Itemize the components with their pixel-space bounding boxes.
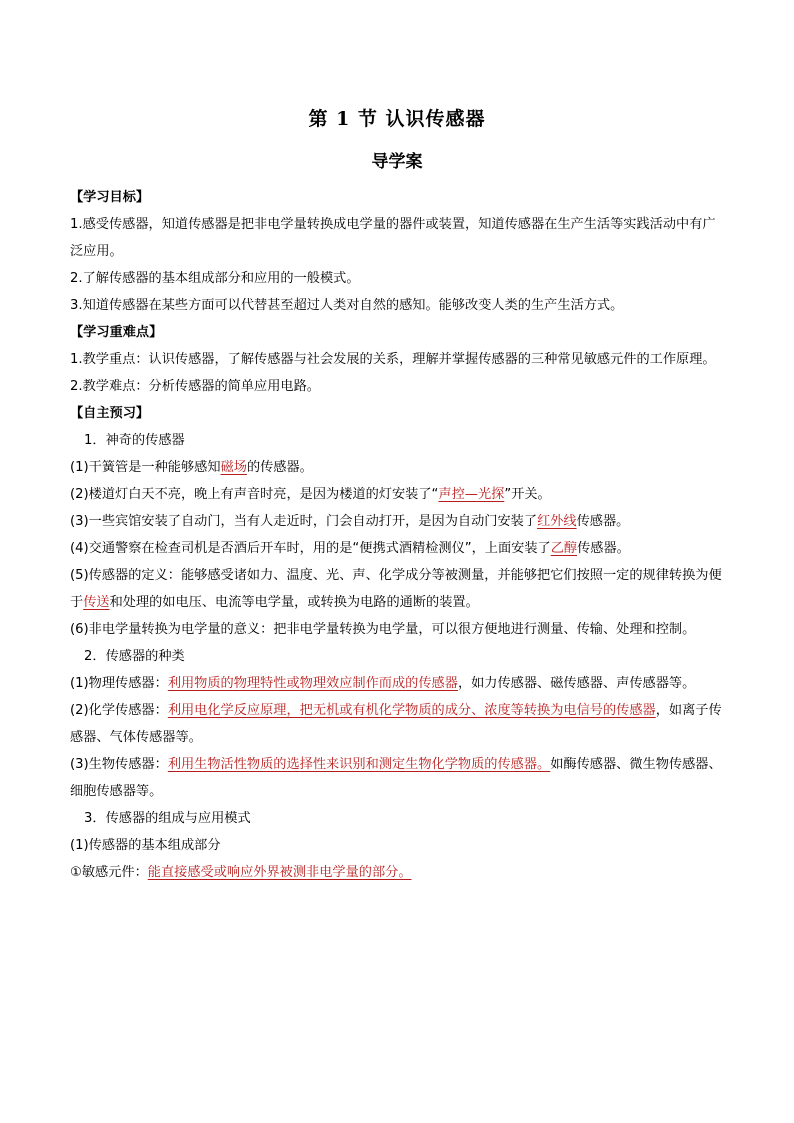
answer-text: 利用电化学反应原理，把无机或有机化学物质的成分、浓度等转换为电信号的传感器	[167, 703, 656, 718]
answer-text: 红外线	[537, 514, 577, 529]
answer-text: 利用生物活性物质的选择性来识别和测定生物化学物质的传感器。	[167, 757, 551, 772]
keypoint-item: 1.教学重点：认识传感器，了解传感器与社会发展的关系，理解并掌握传感器的三种常见敏感元件的工作原理。	[70, 352, 716, 367]
preview-line: ①敏感元件：能直接感受或响应外界被测非电学量的部分。	[70, 865, 412, 880]
subsection-heading: 3．传感器的组成与应用模式	[84, 811, 251, 826]
page-title: 第 1 节 认识传感器	[308, 108, 486, 130]
preview-line: (3)生物传感器：利用生物活性物质的选择性来识别和测定生物化学物质的传感器。如酶传感器、微生物传感器、细胞传感器等。	[70, 757, 722, 799]
subsection-heading: 2．传感器的种类	[84, 649, 185, 664]
answer-text: 利用物质的物理特性或物理效应制作而成的传感器	[167, 676, 458, 691]
preview-line: (1)传感器的基本组成部分	[70, 838, 221, 853]
preview-line: (4)交通警察在检查司机是否酒后开车时，用的是“便携式酒精检测仪”，上面安装了乙醇传感器。	[70, 541, 630, 556]
keypoints-heading: 【学习重难点】	[70, 325, 163, 340]
answer-text: 传送	[83, 595, 110, 610]
page-subtitle: 导学案	[371, 152, 423, 172]
goals-heading: 【学习目标】	[70, 190, 150, 205]
answer-text: 声控—光探	[438, 487, 505, 502]
preview-line: (1)干簧管是一种能够感知磁场的传感器。	[70, 460, 313, 475]
preview-line: (6)非电学量转换为电学量的意义：把非电学量转换为电学量，可以很方便地进行测量、传输、处理和控制。	[70, 622, 696, 637]
preview-line: (1)物理传感器：利用物质的物理特性或物理效应制作而成的传感器，如力传感器、磁传感器、声传感器等。	[70, 676, 696, 691]
keypoint-item: 2.教学难点：分析传感器的简单应用电路。	[70, 379, 320, 394]
goal-item: 1.感受传感器，知道传感器是把非电学量转换成电学量的器件或装置，知道传感器在生产生活等实践活动中有广泛应用。	[70, 217, 716, 259]
preview-line: (3)一些宾馆安装了自动门，当有人走近时，门会自动打开，是因为自动门安装了红外线传感器。	[70, 514, 630, 529]
answer-text: 能直接感受或响应外界被测非电学量的部分。	[147, 865, 412, 880]
answer-text: 乙醇	[550, 541, 578, 556]
answer-text: 磁场	[220, 460, 247, 475]
subsection-heading: 1．神奇的传感器	[84, 433, 185, 448]
preview-heading: 【自主预习】	[70, 406, 150, 421]
preview-line: (2)楼道灯白天不亮，晚上有声音时亮，是因为楼道的灯安装了“声控—光探”开关。	[70, 487, 551, 502]
preview-line: (5)传感器的定义：能够感受诸如力、温度、光、声、化学成分等被测量，并能够把它们按照一定的规律转换为便于传送和处理的如电压、电流等电学量，或转换为电路的通断的装置。	[70, 568, 722, 610]
document-body	[70, 184, 726, 886]
goal-item: 3.知道传感器在某些方面可以代替甚至超过人类对自然的感知。能够改变人类的生产生活方式。	[70, 298, 624, 313]
goal-item: 2.了解传感器的基本组成部分和应用的一般模式。	[70, 271, 360, 286]
preview-line: (2)化学传感器：利用电化学反应原理，把无机或有机化学物质的成分、浓度等转换为电信号的传感器，如离子传感器、气体传感器等。	[70, 703, 722, 745]
